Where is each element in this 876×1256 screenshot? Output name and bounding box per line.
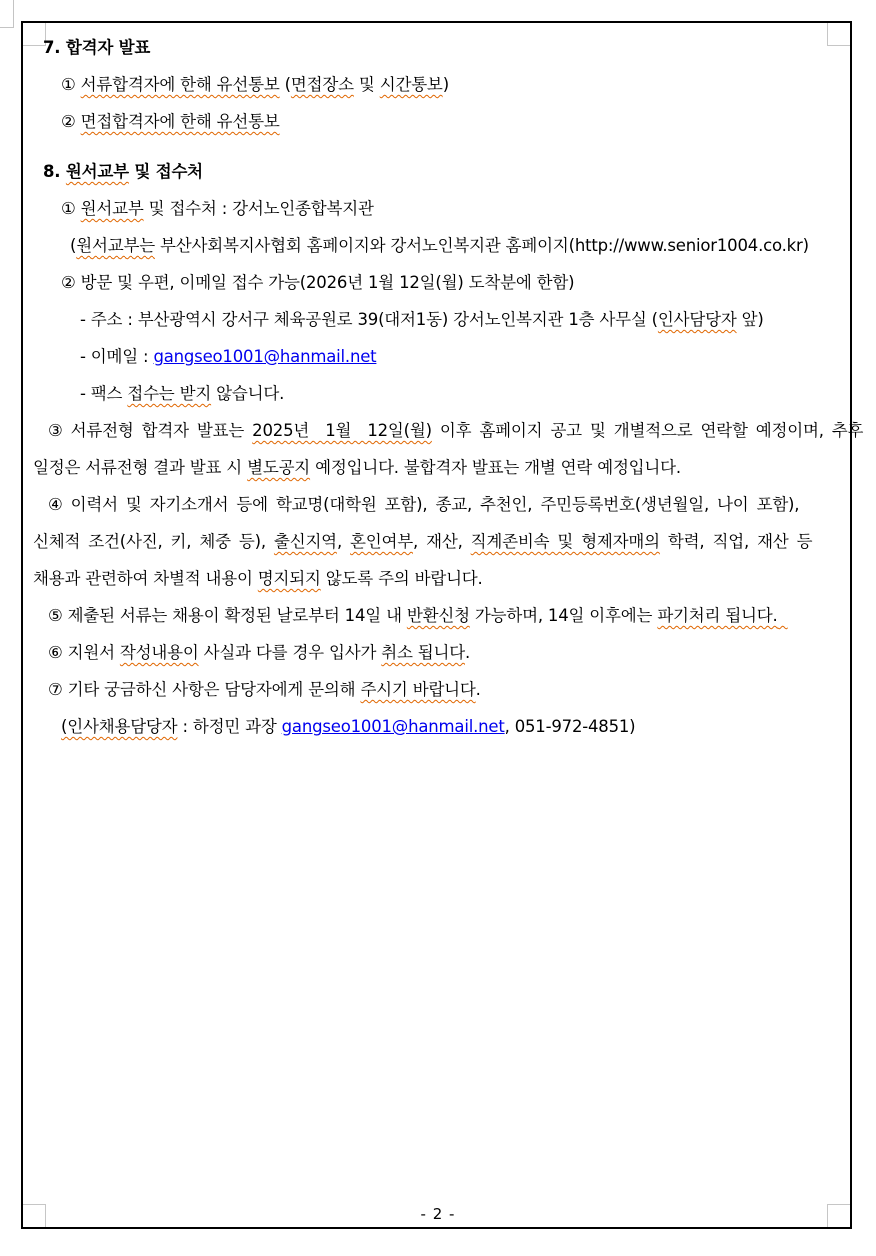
text-segment: 혼인여부 xyxy=(350,532,413,551)
text-segment: 직계존비속 및 형제자매의 xyxy=(470,532,660,551)
text-segment: 일정은 서류전형 결과 발표 시 xyxy=(33,458,248,477)
text-segment: 접수는 받지 xyxy=(127,384,212,403)
text-line xyxy=(80,382,842,406)
email-link[interactable]: gangseo1001@hanmail.net xyxy=(153,347,377,366)
text-segment: 및 xyxy=(353,75,380,94)
text-segment: 시간통보 xyxy=(379,75,443,94)
text-segment: ⑥ 지원서 xyxy=(48,643,120,662)
text-segment: ② xyxy=(61,112,81,131)
page-edge-mark xyxy=(0,0,14,28)
text-segment: 및 접수처 : 강서노인종합복지관 xyxy=(143,199,374,218)
text-line xyxy=(70,234,842,258)
text-segment: 반환신청 xyxy=(406,606,470,625)
text-line xyxy=(80,308,842,332)
text-segment: 취소 됩니다 xyxy=(381,643,465,662)
text-line xyxy=(48,641,842,665)
text-line xyxy=(61,73,842,97)
text-segment: 채용과 관련하여 차별적 내용이 xyxy=(33,569,258,588)
document-body xyxy=(33,36,864,752)
text-segment: 별도공지 xyxy=(247,458,311,477)
text-segment: 인사담당자 xyxy=(657,310,737,329)
text-line xyxy=(61,197,842,221)
text-segment: 않습니다. xyxy=(211,384,285,403)
text-segment: 이후 홈페이지 공고 및 개별적으로 연락할 예정이며, 추후 xyxy=(431,421,864,440)
text-line xyxy=(33,530,842,554)
email-link[interactable]: gangseo1001@hanmail.net xyxy=(281,717,505,736)
text-segment: - 주소 : 부산광역시 강서구 체육공원로 39(대저1동) 강서노인복지관 1층 사무실 ( xyxy=(80,310,658,329)
text-segment: 신체적 조건(사진, 키, 체중 등), xyxy=(33,532,274,551)
text-segment: , 051-972-4851) xyxy=(504,717,636,736)
text-segment: - 이메일 : xyxy=(80,347,154,366)
text-segment: ⑦ 기타 궁금하신 사항은 담당자에게 문의해 xyxy=(48,680,361,699)
text-line xyxy=(48,604,842,628)
text-line xyxy=(61,271,842,295)
text-segment: 면접장소 xyxy=(290,75,354,94)
text-segment: 2025년 1월 12일(월) xyxy=(252,421,432,440)
text-segment: ① xyxy=(61,75,81,94)
text-segment: ( xyxy=(279,75,291,94)
text-segment: : 하정민 과장 xyxy=(177,717,282,736)
text-segment: 원서교부는 xyxy=(76,236,155,255)
text-segment: ( xyxy=(70,236,77,255)
text-line xyxy=(80,345,842,369)
text-line xyxy=(48,678,842,702)
text-segment: 가능하며, 14일 이후에는 xyxy=(469,606,658,625)
text-line xyxy=(61,110,842,134)
text-line xyxy=(48,419,864,443)
text-segment: , xyxy=(336,532,351,551)
text-segment: . xyxy=(464,643,471,662)
text-segment: 학력, 직업, 재산 등 xyxy=(659,532,813,551)
text-segment: 파기처리 됩니다. xyxy=(657,606,778,625)
text-segment: 명지되지 xyxy=(257,569,321,588)
text-segment: . xyxy=(475,680,481,699)
text-segment: 주시기 바랍니다 xyxy=(360,680,476,699)
text-segment xyxy=(778,606,788,625)
text-segment: 7. 합격자 발표 xyxy=(43,38,151,57)
text-segment: 및 접수처 xyxy=(128,162,203,181)
text-segment: ④ 이력서 및 자기소개서 등에 학교명(대학원 포함), 종교, 추천인, 주민등록번호(생년월일, 나이 포함), xyxy=(48,495,800,514)
text-segment: 면접합격자에 한해 유선통보 xyxy=(80,112,280,131)
text-segment: 원서교부 xyxy=(80,199,144,218)
page-border xyxy=(21,21,864,1229)
text-segment: 서류합격자에 한해 유선통보 xyxy=(80,75,280,94)
text-segment: ) xyxy=(442,75,449,94)
text-line xyxy=(33,567,842,591)
text-line xyxy=(61,715,842,739)
text-segment: - 팩스 xyxy=(80,384,128,403)
text-segment: ② 방문 및 우편, 이메일 접수 가능(2026년 1월 12일(월) 도착분에 한함) xyxy=(61,273,575,292)
text-segment: 예정입니다. 불합격자 발표는 개별 연락 예정입니다. xyxy=(310,458,681,477)
text-line xyxy=(33,456,842,480)
page-number: - 2 - xyxy=(420,1205,456,1223)
text-segment: ① xyxy=(61,199,81,218)
text-segment: 작성내용이 xyxy=(119,643,199,662)
text-line xyxy=(48,493,842,517)
text-segment: (인사채용담당자 xyxy=(61,717,178,736)
text-segment: 앞) xyxy=(736,310,764,329)
text-segment: ⑤ 제출된 서류는 채용이 확정된 날로부터 14일 내 xyxy=(48,606,407,625)
text-line xyxy=(43,160,842,184)
text-segment: ③ 서류전형 합격자 발표는 xyxy=(48,421,253,440)
text-segment: 사실과 다를 경우 입사가 xyxy=(198,643,382,662)
text-segment: , 재산, xyxy=(413,532,471,551)
text-line xyxy=(43,36,842,60)
text-segment: 부산사회복지사협회 홈페이지와 강서노인복지관 홈페이지(http://www.senior1004.co.kr) xyxy=(154,236,809,255)
text-segment: 원서교부 xyxy=(65,162,129,181)
text-segment: 8. xyxy=(43,162,66,181)
text-segment: 출신지역 xyxy=(273,532,337,551)
text-segment: 않도록 주의 바랍니다. xyxy=(320,569,483,588)
